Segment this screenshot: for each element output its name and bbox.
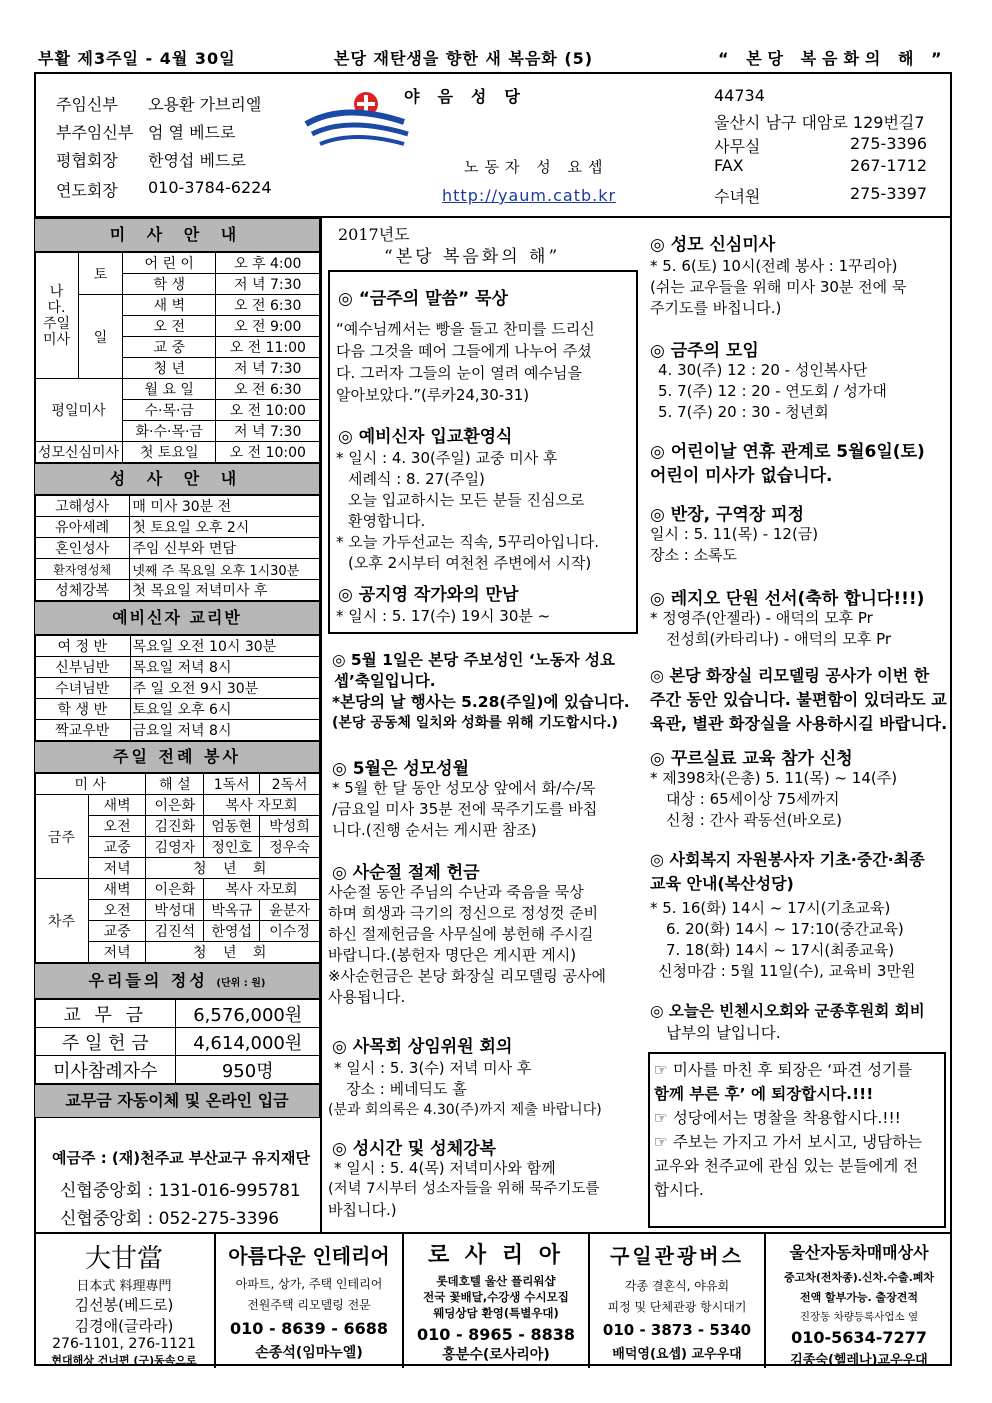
toilet-notice xyxy=(650,664,947,736)
week-label: 차주 xyxy=(35,879,89,963)
ad-line: 276-1101, 276-1121 xyxy=(52,1336,196,1352)
legio-title: ◎ 레지오 단원 선서(축하 합니다!!!) xyxy=(650,589,925,609)
convent-phone: 275-3397 xyxy=(850,184,928,203)
liturgy-cell: 이은화 xyxy=(146,795,204,816)
retreat-text xyxy=(650,524,818,566)
notice-box xyxy=(648,1052,946,1228)
liturgy-cell: 박성대 xyxy=(146,900,204,921)
author-line: * 일시 : 5. 17(수) 19시 30분 ~ xyxy=(336,607,551,625)
ad-line: 손종석(임마누엘) xyxy=(255,1345,363,1361)
liturgy-cell: 김진석 xyxy=(146,921,204,942)
ad-title: 아름다운 인테리어 xyxy=(228,1244,390,1268)
word-line: 알아보았다.”(루카24,30-31) xyxy=(336,386,530,404)
ad-interior xyxy=(216,1234,404,1368)
catechumen-welcome-title: ◎ 예비신자 입교환영식 xyxy=(338,427,513,447)
bank-holder: 예금주 : (재)천주교 부산교구 유지재단 xyxy=(52,1149,310,1167)
info-line: 사용됩니다. xyxy=(328,988,406,1006)
ad-car-dealer xyxy=(766,1234,952,1368)
zip-code: 44734 xyxy=(714,86,765,105)
word-title: ◎ “금주의 말씀” 묵상 xyxy=(338,289,508,309)
fax-number: 267-1712 xyxy=(850,156,928,175)
mass-name: 오 전 xyxy=(122,316,216,337)
may-month-title: ◎ 5월은 성모성월 xyxy=(332,759,470,779)
offering-label: 주 일 헌 금 xyxy=(35,1028,176,1056)
ad-title: 로 사 리 아 xyxy=(428,1243,564,1268)
council-title: ◎ 사목회 상임위원 회의 xyxy=(332,1037,513,1057)
liturgy-header: 미 사 xyxy=(35,774,146,795)
ad-flower xyxy=(404,1234,590,1368)
notice-line: 합시다. xyxy=(654,1181,704,1199)
year-theme: “ 본당 복음화의 해 ” xyxy=(718,49,948,68)
mass-time: 오 전 6:30 xyxy=(216,295,320,316)
meetings-list xyxy=(658,360,887,423)
liturgy-cell: 복사 자모회 xyxy=(204,879,320,900)
patron-saint: 노동자 성 요셉 xyxy=(464,158,609,176)
info-line: (본당 공동체 일치와 성화를 위해 기도합시다.) xyxy=(332,715,618,731)
info-line: ◎ 오늘은 빈첸시오회와 군종후원회 회비 xyxy=(650,1002,925,1020)
sacrament-info: 주임 신부와 면담 xyxy=(130,538,320,559)
class-name: 수녀님반 xyxy=(35,678,131,699)
ad-line: 010-5634-7277 xyxy=(791,1328,927,1347)
sunday-mass-label: 나다.주일미사 xyxy=(35,253,79,379)
class-name: 짝교우반 xyxy=(35,720,131,741)
meeting-item: 5. 7(주) 12 : 20 - 연도회 / 성가대 xyxy=(658,382,887,400)
welfare-schedule xyxy=(650,898,915,982)
info-line: 육관, 별관 화장실을 사용하시길 바랍니다. xyxy=(650,714,948,733)
liturgy-cell: 박성희 xyxy=(260,816,320,837)
info-line: ※사순헌금은 본당 화장실 리모델링 공사에 xyxy=(328,967,606,985)
info-line: 납부의 날입니다. xyxy=(666,1024,781,1042)
staff-name-1: 오용환 가브리엘 xyxy=(148,95,262,114)
info-line: * 일시 : 4. 30(주일) 교중 미사 후 xyxy=(336,449,558,467)
ad-line: 현대해상 건너편 (구)동속으로 xyxy=(51,1354,197,1367)
weekday-mass-label: 평일미사 xyxy=(35,379,123,442)
liturgy-cell: 박옥규 xyxy=(204,900,260,921)
info-line: 전성희(카타리나) - 애덕의 모후 Pr xyxy=(666,630,892,648)
info-line: ◎ 5월 1일은 본당 주보성인 ‘노동자 성요 xyxy=(332,651,615,669)
sacrament-name: 혼인성사 xyxy=(35,538,130,559)
sacrament-table xyxy=(34,495,320,601)
sacrament-name: 성체강복 xyxy=(35,580,130,601)
ad-line: 김경애(글라라) xyxy=(74,1317,174,1335)
author-title: ◎ 공지영 작가와의 만남 xyxy=(338,585,519,605)
ad-line: 피정 및 단체관광 항시대기 xyxy=(607,1300,747,1314)
class-time: 토요일 오후 6시 xyxy=(130,699,319,720)
year-label: 2017년도 xyxy=(338,225,410,244)
header xyxy=(34,72,952,218)
mass-time: 저 녁 7:30 xyxy=(216,421,320,442)
offering-title xyxy=(34,963,320,999)
sacrament-info: 첫 토요일 오후 2시 xyxy=(130,517,320,538)
mass-name: 새 벽 xyxy=(122,295,216,316)
office-phone: 275-3396 xyxy=(850,134,928,153)
sacrament-info: 넷째 주 목요일 오후 1시30분 xyxy=(130,559,320,580)
info-line: * 5월 한 달 동안 성모상 앞에서 화/수/목 xyxy=(332,779,596,797)
mass-name: 첫 토요일 xyxy=(122,442,216,463)
children-mass-notice xyxy=(650,440,925,488)
info-line: 신청 : 간사 곽동선(바오로) xyxy=(666,811,842,829)
mass-time: 저 녁 7:30 xyxy=(216,274,320,295)
mass-schedule-title: 미 사 안 내 xyxy=(34,218,320,252)
info-line: 오늘 입교하시는 모든 분들 진심으로 xyxy=(348,491,585,509)
sunday-label: 일 xyxy=(78,295,122,379)
right-column xyxy=(644,218,950,1232)
notice-line: 교우와 천주교에 관심 있는 분들에게 전 xyxy=(654,1157,919,1175)
may-month-text xyxy=(332,778,597,841)
top-line xyxy=(38,46,950,72)
notice-line: ☞ 성당에서는 명찰을 착용합시다.!!! xyxy=(654,1109,901,1127)
left-column xyxy=(34,218,322,1232)
info-line: 환영합니다. xyxy=(348,512,426,530)
info-line: ◎ 본당 화장실 리모델링 공사가 이번 한 xyxy=(650,666,930,685)
liturgy-cell: 청 년 회 xyxy=(146,858,320,879)
info-line: 장소 : 소록도 xyxy=(650,546,738,564)
sacrament-title: 성 사 안 내 xyxy=(34,463,320,495)
info-line: 바랍니다.(봉헌자 명단은 게시판 게시) xyxy=(328,946,577,964)
info-line: * 5. 6(토) 10시(전례 봉사 : 1꾸리아) xyxy=(650,257,898,275)
liturgy-header: 1독서 xyxy=(204,774,260,795)
ad-line: 010 - 8639 - 6688 xyxy=(229,1319,389,1338)
offering-label: 교 무 금 xyxy=(35,1000,176,1028)
series-title: 본당 재탄생을 향한 새 복음화 (5) xyxy=(334,49,594,68)
info-line: 대상 : 65세이상 75세까지 xyxy=(666,790,840,808)
info-line: ◎ 어린이날 연휴 관계로 5월6일(토) xyxy=(650,442,925,462)
word-text xyxy=(336,318,595,406)
staff-name-2: 엄 열 베드로 xyxy=(148,123,236,142)
mass-time: 오 전 11:00 xyxy=(216,337,320,358)
staff-role-4: 연도회장 xyxy=(56,181,118,200)
offering-value: 6,576,000원 xyxy=(176,1000,320,1028)
ad-line: 홍분수(로사리아) xyxy=(442,1347,550,1363)
ad-title: 구일관광버스 xyxy=(610,1244,744,1268)
staff-role-2: 부주임신부 xyxy=(56,123,134,142)
notice-text xyxy=(654,1058,922,1202)
ad-line: 각종 결혼식, 야유회 xyxy=(624,1279,730,1293)
holy-hour-text xyxy=(328,1158,599,1221)
ad-restaurant xyxy=(34,1234,216,1368)
info-line: * 5. 16(화) 14시 ~ 17시(기초교육) xyxy=(650,899,891,917)
staff-role-3: 평협회장 xyxy=(56,151,118,170)
info-line: 셉’축일입니다. xyxy=(334,672,436,690)
offering-value: 950명 xyxy=(176,1056,320,1084)
mass-time: 오 전 10:00 xyxy=(216,400,320,421)
class-name: 여 정 반 xyxy=(35,636,131,657)
special-mass-label: 성모신심미사 xyxy=(35,442,123,463)
liturgy-mass: 교중 xyxy=(88,921,146,942)
liturgy-mass: 교중 xyxy=(88,837,146,858)
word-line: “예수님께서는 빵을 들고 찬미를 드리신 xyxy=(336,320,595,338)
notice-line: 함께 부른 후’ 에 퇴장합시다.!!! xyxy=(654,1085,874,1103)
ad-line: 김종숙(헬레나)교우우대 xyxy=(790,1353,928,1368)
ad-line: 010 - 3873 - 5340 xyxy=(602,1321,752,1339)
meetings-title: ◎ 금주의 모임 xyxy=(650,341,759,361)
meeting-item: 5. 7(주) 20 : 30 - 청년회 xyxy=(658,403,829,421)
info-line: * 정영주(안젤라) - 애덕의 모후 Pr xyxy=(650,609,873,627)
mary-mass-title: ◎ 성모 신심미사 xyxy=(650,235,776,255)
catechumen-title: 예비신자 교리반 xyxy=(34,601,320,635)
meeting-item: 4. 30(주) 12 : 20 - 성인복사단 xyxy=(658,361,868,379)
mass-name: 어 린 이 xyxy=(122,253,216,274)
info-line: 주간 동안 있습니다. 불편함이 있더라도 교 xyxy=(650,690,947,709)
vincent-notice xyxy=(650,1000,925,1044)
retreat-title: ◎ 반장, 구역장 피정 xyxy=(650,505,805,525)
middle-column xyxy=(324,218,640,1232)
ad-line: 배덕영(요셉) 교우우대 xyxy=(612,1347,742,1362)
mass-name: 청 년 xyxy=(122,358,216,379)
liturgy-cell: 정우숙 xyxy=(260,837,320,858)
info-line: (쉬는 교우들을 위해 미사 30분 전에 묵 xyxy=(650,278,907,296)
ad-line: 김선봉(베드로) xyxy=(74,1296,174,1314)
info-line: 하며 희생과 극기의 정신으로 정성껏 준비 xyxy=(328,904,599,922)
info-line: *본당의 날 행사는 5.28(주일)에 있습니다. xyxy=(332,693,630,711)
mass-name: 월 요 일 xyxy=(122,379,216,400)
sacrament-name: 환자영성체 xyxy=(35,559,130,580)
offering-value: 4,614,000원 xyxy=(176,1028,320,1056)
info-line: ◎ 사회복지 자원봉사자 기초·중간·최종 xyxy=(650,850,925,869)
fax-label: FAX xyxy=(714,156,744,175)
liturgy-cell: 정인호 xyxy=(204,837,260,858)
address: 울산시 남구 대암로 129번길7 xyxy=(714,113,925,132)
council-text xyxy=(328,1058,602,1121)
class-time: 금요일 저녁 8시 xyxy=(130,720,319,741)
saturday-label: 토 xyxy=(78,253,122,295)
may1-notice xyxy=(332,650,630,734)
mass-name: 수·목·금 xyxy=(122,400,216,421)
info-line: * 오늘 가두선교는 직속, 5꾸리아입니다. xyxy=(336,533,600,551)
info-line: 일시 : 5. 11(목) - 12(금) xyxy=(650,525,819,543)
ad-line: 010 - 8965 - 8838 xyxy=(416,1325,576,1344)
lent-text xyxy=(328,882,606,1008)
info-line: * 제398차(은총) 5. 11(목) ~ 14(주) xyxy=(650,769,898,787)
cursillo-title: ◎ 꾸르실료 교육 참가 신청 xyxy=(650,749,853,769)
offering-unit: (단위 : 원) xyxy=(216,978,266,989)
notice-line: ☞ 미사를 마친 후 퇴장은 ‘파견 성기를 xyxy=(654,1061,913,1079)
parish-logo-icon xyxy=(304,82,414,152)
mass-time: 오 전 10:00 xyxy=(216,442,320,463)
info-line: 교육 안내(복산성당) xyxy=(650,874,794,893)
mary-mass-text xyxy=(650,256,906,319)
liturgy-mass: 오전 xyxy=(88,900,146,921)
info-line: * 일시 : 5. 3(수) 저녁 미사 후 xyxy=(334,1059,532,1077)
ads-row xyxy=(34,1232,952,1366)
liturgy-cell: 김영자 xyxy=(146,837,204,858)
sacrament-info: 매 미사 30분 전 xyxy=(130,496,320,517)
ad-bus xyxy=(590,1234,766,1368)
bank-account-1: 신협중앙회 : 131-016-995781 xyxy=(60,1181,301,1201)
word-line: 다. 그러자 그들의 눈이 열려 예수님을 xyxy=(336,364,582,382)
sacrament-name: 고해성사 xyxy=(35,496,130,517)
week-label: 부활 제3주일 - 4월 30일 xyxy=(38,49,236,68)
liturgy-cell: 윤분자 xyxy=(260,900,320,921)
mass-time: 오 전 9:00 xyxy=(216,316,320,337)
office-label: 사무실 xyxy=(714,137,761,156)
class-time: 목요일 저녁 8시 xyxy=(130,657,319,678)
sacrament-info: 첫 목요일 저녁미사 후 xyxy=(130,580,320,601)
mass-name: 교 중 xyxy=(122,337,216,358)
liturgy-cell: 한영섭 xyxy=(204,921,260,942)
welfare-title xyxy=(650,848,925,896)
class-name: 학 생 반 xyxy=(35,699,131,720)
info-line: 바칩니다.) xyxy=(328,1201,397,1219)
info-line: 하신 절제헌금을 사무실에 봉헌해 주시길 xyxy=(328,925,594,943)
ad-line: 중고차(전차종).신차.수출.폐차 xyxy=(783,1271,935,1284)
info-line: (저녁 7시부터 성소자들을 위해 묵주기도를 xyxy=(328,1181,600,1197)
website-link[interactable]: http://yaum.catb.kr xyxy=(442,186,617,205)
ad-line: 웨딩상담 환영(특별우대) xyxy=(433,1306,559,1320)
liturgy-mass: 새벽 xyxy=(88,795,146,816)
lent-title: ◎ 사순절 절제 헌금 xyxy=(332,863,480,883)
staff-name-4: 010-3784-6224 xyxy=(148,178,272,197)
info-line: 세례식 : 8. 27(주일) xyxy=(348,470,485,488)
ad-line: 전국 꽃배달,수강생 수시모집 xyxy=(423,1290,569,1304)
sacrament-name: 유아세례 xyxy=(35,517,130,538)
info-line: 7. 18(화) 14시 ~ 17시(최종교육) xyxy=(666,941,895,959)
liturgy-header: 2독서 xyxy=(260,774,320,795)
liturgy-title: 주일 전례 봉사 xyxy=(34,741,320,773)
info-line: (오후 2시부터 여천천 주변에서 시작) xyxy=(348,554,592,572)
liturgy-cell: 복사 자모회 xyxy=(204,795,320,816)
class-time: 주 일 오전 9시 30분 xyxy=(130,678,319,699)
liturgy-table xyxy=(34,773,320,963)
offering-label: 미사참례자수 xyxy=(35,1056,176,1084)
info-line: 6. 20(화) 14시 ~ 17:10(중간교육) xyxy=(666,920,904,938)
notice-line: ☞ 주보는 가지고 가서 보시고, 냉담하는 xyxy=(654,1133,923,1151)
mass-name: 학 생 xyxy=(122,274,216,295)
offering-table xyxy=(34,999,320,1084)
ad-line: 전원주택 리모델링 전문 xyxy=(247,1298,371,1312)
liturgy-mass: 오전 xyxy=(88,816,146,837)
offering-title-text: 우리들의 정성 xyxy=(88,971,208,990)
convent-label: 수녀원 xyxy=(714,187,761,206)
liturgy-cell: 청 년 회 xyxy=(146,942,320,963)
liturgy-cell: 이은화 xyxy=(146,879,204,900)
staff-name-3: 한영섭 베드로 xyxy=(148,151,246,170)
ad-line: 진장동 차량등록사업소 옆 xyxy=(799,1311,919,1323)
catechumen-welcome-text xyxy=(336,448,599,574)
week-label: 금주 xyxy=(35,795,89,879)
ad-title: 울산자동차매매상사 xyxy=(789,1243,929,1262)
holy-hour-title: ◎ 성시간 및 성체강복 xyxy=(332,1139,496,1159)
class-name: 신부님반 xyxy=(35,657,131,678)
catechumen-table xyxy=(34,635,320,741)
mass-time: 오 전 6:30 xyxy=(216,379,320,400)
staff-role-1: 주임신부 xyxy=(56,95,118,114)
liturgy-mass: 새벽 xyxy=(88,879,146,900)
mass-name: 화·수·목·금 xyxy=(122,421,216,442)
bank-account-2: 신협중앙회 : 052-275-3396 xyxy=(60,1209,280,1229)
info-line: 신청마감 : 5월 11일(수), 교육비 3만원 xyxy=(658,962,916,980)
ad-line: 日本式 料理專門 xyxy=(76,1279,172,1294)
mass-time: 저 녁 7:30 xyxy=(216,358,320,379)
info-line: * 일시 : 5. 4(목) 저녁미사와 함께 xyxy=(334,1159,556,1177)
class-time: 목요일 오전 10시 30분 xyxy=(130,636,319,657)
mass-schedule-table xyxy=(34,252,320,463)
liturgy-mass: 저녁 xyxy=(88,858,146,879)
liturgy-cell: 이수정 xyxy=(260,921,320,942)
info-line: 니다.(진행 순서는 게시판 참조) xyxy=(332,821,537,839)
info-line: /금요일 미사 35분 전에 묵주기도를 바칩 xyxy=(332,800,598,818)
liturgy-cell: 김진화 xyxy=(146,816,204,837)
info-line: 어린이 미사가 없습니다. xyxy=(650,466,833,486)
bank-title: 교무금 자동이체 및 온라인 입금 xyxy=(34,1084,320,1118)
info-line: 주기도를 바칩니다.) xyxy=(650,299,782,317)
cursillo-text xyxy=(650,768,897,831)
legio-text xyxy=(650,608,891,650)
parish-name: 야음성당 xyxy=(404,87,538,106)
year-theme-text: “본당 복음화의 해” xyxy=(384,247,561,267)
info-line: 장소 : 베네딕도 홀 xyxy=(346,1080,467,1098)
liturgy-mass: 저녁 xyxy=(88,942,146,963)
word-box xyxy=(328,270,638,634)
info-line: (분과 회의록은 4.30(주)까지 제출 바랍니다) xyxy=(328,1102,602,1118)
word-line: 다음 그것을 떼어 그들에게 나누어 주셨 xyxy=(336,342,592,360)
ad-title: 大甘當 xyxy=(84,1244,163,1274)
liturgy-cell: 엄동현 xyxy=(204,816,260,837)
ad-line: 전액 할부가능. 출장견적 xyxy=(799,1291,919,1304)
mass-time: 오 후 4:00 xyxy=(216,253,320,274)
liturgy-header: 해 설 xyxy=(146,774,204,795)
ad-line: 롯데호텔 울산 플리워샵 xyxy=(436,1274,556,1288)
ad-line: 아파트, 상가, 주택 인테리어 xyxy=(235,1277,383,1291)
info-line: 사순절 동안 주님의 수난과 죽음을 묵상 xyxy=(328,883,584,901)
